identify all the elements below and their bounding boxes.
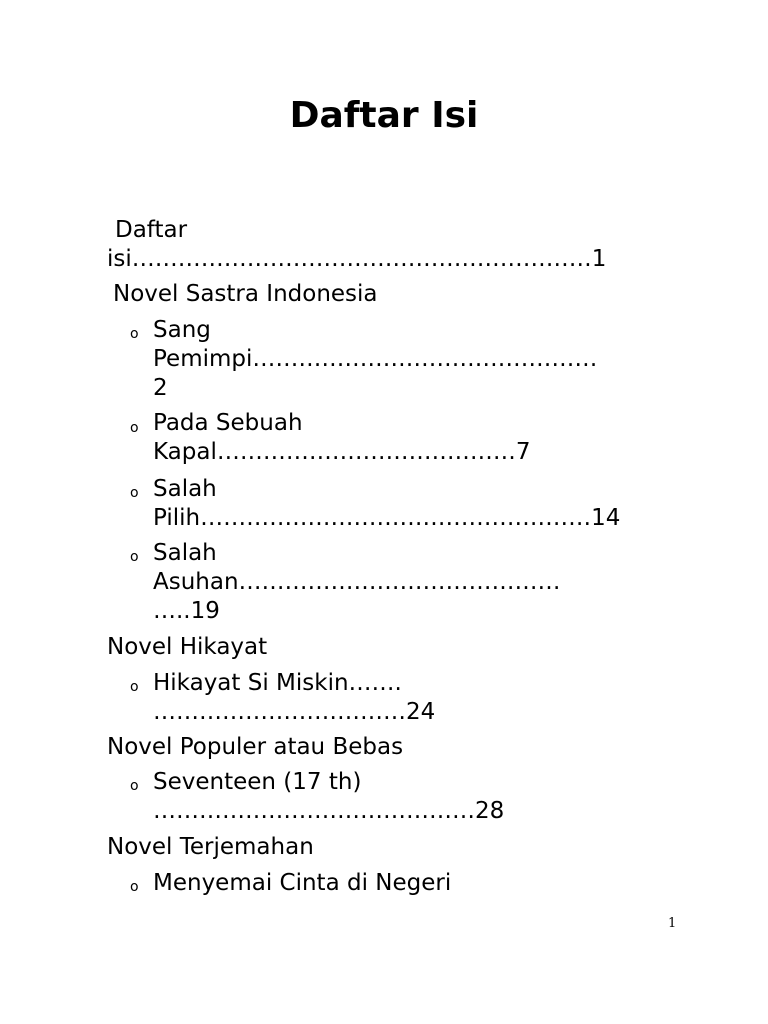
toc-item-title: Salah — [153, 476, 217, 502]
section-heading: Novel Sastra Indonesia — [113, 281, 378, 307]
toc-item-page: …..19 — [153, 598, 220, 624]
section-heading: Novel Populer atau Bebas — [107, 734, 404, 760]
toc-item-title: Hikayat Si Miskin……. — [153, 670, 402, 696]
toc-item-title: Menyemai Cinta di Negeri — [153, 870, 452, 896]
toc-entry-label: Daftar — [115, 217, 188, 243]
bullet-icon: o — [130, 420, 139, 436]
toc-item-page: 2 — [153, 375, 168, 401]
toc-item-title: Sang — [153, 317, 211, 343]
toc-item-leader-page: Pilih……………………………………………14 — [153, 505, 621, 531]
page-title: Daftar Isi — [289, 95, 479, 136]
section-heading: Novel Terjemahan — [107, 834, 314, 860]
bullet-icon: o — [130, 326, 139, 342]
toc-item-leader-page: Kapal…………………………………7 — [153, 439, 531, 465]
toc-item-title: Seventeen (17 th) — [153, 769, 362, 795]
toc-item-title: Salah — [153, 540, 217, 566]
toc-item-title: Pada Sebuah — [153, 410, 303, 436]
bullet-icon: o — [130, 879, 139, 895]
toc-item-leader: Pemimpi……………………………………… — [153, 346, 598, 372]
toc-entry-leader-page: isi……………………………………………………1 — [107, 246, 607, 272]
toc-item-leader-page: ……………………………24 — [153, 699, 436, 725]
toc-item-leader-page: ……………………………………28 — [153, 798, 505, 824]
bullet-icon: o — [130, 549, 139, 565]
toc-item-leader: Asuhan…………………………………… — [153, 569, 561, 595]
bullet-icon: o — [130, 778, 139, 794]
bullet-icon: o — [130, 679, 139, 695]
bullet-icon: o — [130, 485, 139, 501]
section-heading: Novel Hikayat — [107, 634, 268, 660]
page-number: 1 — [668, 916, 677, 931]
